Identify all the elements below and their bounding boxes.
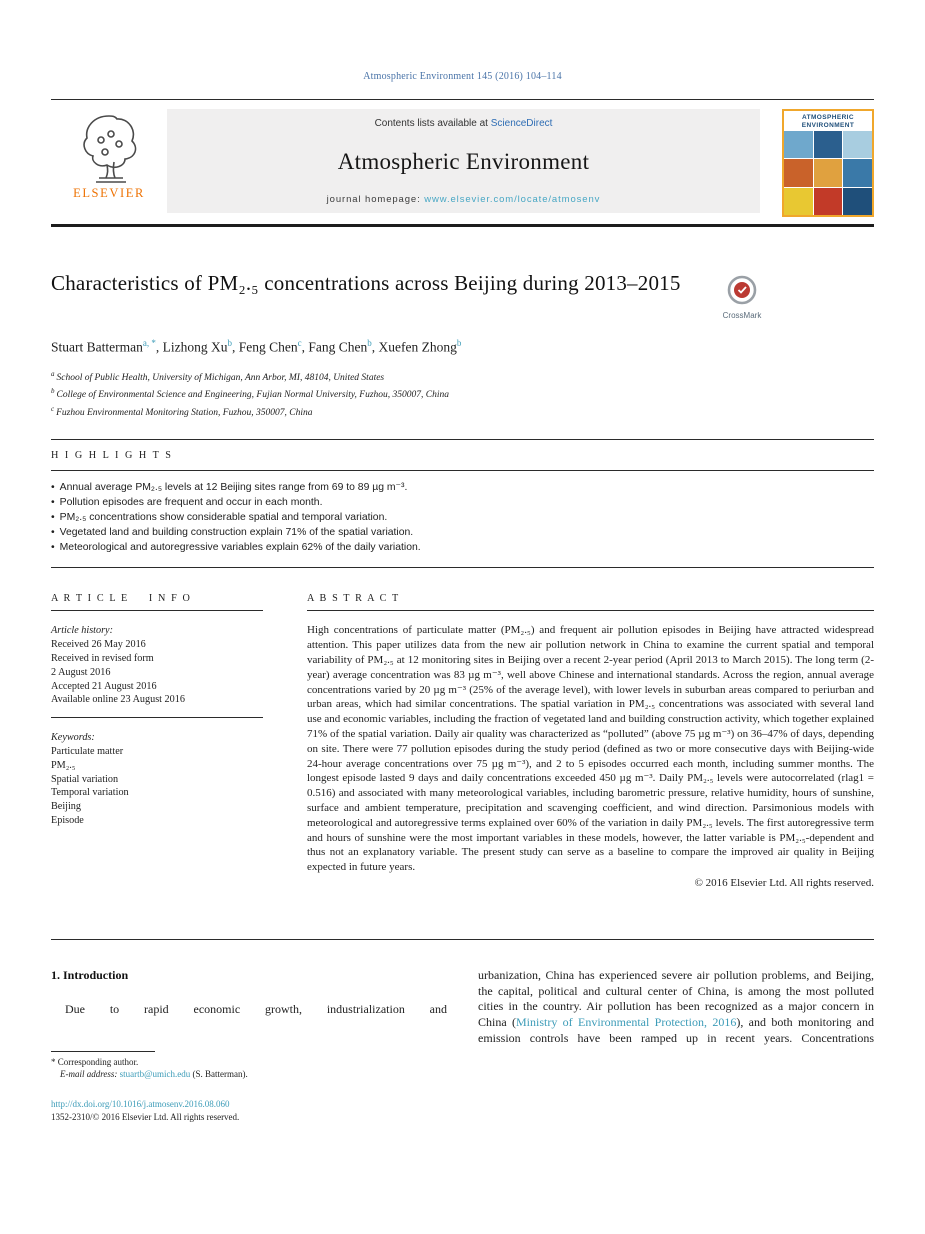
- contents-line-text: Contents lists available at: [374, 118, 491, 129]
- cover-title-line1: ATMOSPHERIC: [802, 114, 854, 121]
- affiliation-sup: c: [51, 404, 55, 413]
- author-name: Stuart Batterman: [51, 339, 143, 355]
- affiliation-text: School of Public Health, University of Michigan, Ann Arbor, MI, 48104, United States: [56, 372, 385, 383]
- author-name: Xuefen Zhong: [378, 339, 457, 355]
- body-text-after-link: ), and both monitoring and emission controls have been ramped up in recent years. Concentrations: [478, 1015, 874, 1045]
- article-info-column: [51, 593, 263, 890]
- highlights-mid-divider: [51, 470, 874, 471]
- article-history-label: Article history:: [51, 625, 113, 637]
- keyword: Episode: [51, 815, 84, 827]
- issn-copyright: 1352-2310/© 2016 Elsevier Ltd. All rights reserved.: [51, 1111, 240, 1122]
- cover-mosaic-cell: [843, 159, 872, 186]
- article-history-line: Available online 23 August 2016: [51, 694, 185, 706]
- crossmark-label: CrossMark: [722, 311, 762, 320]
- elsevier-wordmark: ELSEVIER: [73, 186, 145, 200]
- body-right-column: [478, 968, 874, 1081]
- keywords-divider: [51, 717, 263, 718]
- footnote-block: [51, 1051, 447, 1081]
- email-label: E-mail address:: [60, 1069, 118, 1080]
- elsevier-logo: [51, 109, 167, 213]
- cover-mosaic-cell: [784, 159, 813, 186]
- body-paragraph: Due to rapid economic growth, industrialization and: [65, 1001, 447, 1016]
- masthead: [51, 109, 874, 213]
- keywords-label: Keywords:: [51, 732, 95, 744]
- highlights-bottom-divider: [51, 567, 874, 568]
- author-sup: b: [227, 338, 232, 348]
- highlight-item: • Vegetated land and building construction explain 71% of the spatial variation.: [51, 525, 874, 540]
- highlight-item: • Annual average PM₂.₅ levels at 12 Beijing sites range from 69 to 89 µg m⁻³.: [51, 480, 874, 495]
- author-name: Fang Chen: [308, 339, 368, 355]
- cover-mosaic-cell: [814, 159, 843, 186]
- masthead-bottom-divider: [51, 224, 874, 227]
- highlight-item: • Pollution episodes are frequent and occur in each month.: [51, 495, 874, 510]
- frontmatter-bottom-divider: [51, 939, 874, 940]
- article-history-line: Received in revised form: [51, 653, 154, 665]
- highlights-heading: H I G H L I G H T S: [51, 450, 173, 462]
- contents-line: [167, 118, 760, 129]
- crossmark-badge[interactable]: [706, 275, 778, 320]
- affiliation-text: College of Environmental Science and Engineering, Fujian Normal University, Fuzhou, 350007, China: [56, 390, 450, 401]
- author-separator: ,: [231, 339, 239, 355]
- affiliation-sup: a: [51, 369, 55, 378]
- keyword: Particulate matter: [51, 746, 124, 758]
- homepage-label: journal homepage:: [326, 194, 425, 205]
- author-sup: a, *: [142, 338, 156, 348]
- abstract-text: High concentrations of particulate matter (PM₂.₅) and frequent air pollution episodes in Beijing have attracted widespread attention. This paper utilizes data from the new air pollution network in China to examine the current spatial and temporal variability of PM₂.₅ at 12 monitoring sites in Beijing over a recent 2-year period (April 2013 to March 2015). The long term (2-year) average concentration was 83 µg m⁻³, well above Chinese and international standards. Across the region, annual average concentrations varied by 20 µg m⁻³ (25% of the average level), with lower levels in suburban areas compared to periurban and urban areas, which had similar concentrations. The spatial variation in PM₂.₅ concentrations was associated with several land use and economic variables, including the fraction of vegetated land and building construction activity, which together explained 71% of the spatial variation. Daily air quality was characterized as “polluted” (above 75 µg m⁻³) on 36–47% of days, depending on site. There were 77 pollution episodes during the study period (defined as two or more consecutive days with Beijing-wide 24-hour average concentrations over 75 µg m⁻³), and 2 to 5 episodes occurred each month, including summer months. The longest episode lasted 9 days and daily concentrations exceeded 450 µg m⁻³. Daily PM₂.₅ levels were autocorrelated (rlag1 = 0.516) and associated with many meteorological variables, including barometric pressure, relative humidity, hours of sunshine, surface and ambient temperature, precipitation and scavenging coefficient, and wind direction. Parsimonious models with meteorological and autoregressive terms explained over 60% of the variation in daily PM₂.₅ levels. The first autoregressive term and hours of sunshine were the most important variables in these models, however, the latter variable is PM₂.₅-dependent and thus not an explanatory variable. The present study can serve as a baseline to compare the improved air quality in Beijing expected in future years.: [307, 624, 874, 874]
- author-separator: ,: [371, 339, 379, 355]
- author-sup: c: [297, 338, 302, 348]
- keyword: Beijing: [51, 801, 81, 813]
- cover-title-line2: ENVIRONMENT: [801, 121, 855, 129]
- corresponding-author-note: * Corresponding author.: [51, 1056, 139, 1067]
- cover-mosaic-cell: [784, 188, 813, 215]
- affiliation: [51, 385, 874, 403]
- email-suffix: (S. Batterman).: [190, 1069, 248, 1080]
- affiliation-list: [51, 368, 874, 421]
- title-row: [51, 269, 874, 320]
- article-history-line: Received 26 May 2016: [51, 639, 146, 651]
- journal-citation: Atmospheric Environment 145 (2016) 104–114: [363, 71, 562, 82]
- in-text-citation-link[interactable]: Ministry of Environmental Protection, 2016: [516, 1015, 737, 1030]
- author-sup: b: [456, 338, 462, 348]
- cover-mosaic-cell: [784, 131, 813, 158]
- section-heading: 1. Introduction: [51, 967, 129, 982]
- body-text-before-link: urbanization, China has experienced severe air pollution problems, and Beijing, the capital, political and cultural center of China, is among the most polluted cities in the country. Air pollution has been recognized as a major concern in China (: [478, 967, 874, 1030]
- body-left-column: [51, 968, 447, 1081]
- keyword: Temporal variation: [51, 787, 129, 799]
- abstract-heading: A B S T R A C T: [307, 593, 400, 605]
- journal-homepage-line: [167, 194, 760, 205]
- elsevier-tree-icon: [72, 111, 146, 185]
- author-separator: ,: [301, 339, 309, 355]
- affiliation: [51, 368, 874, 386]
- crossmark-icon: [727, 275, 757, 305]
- footnote-divider: [51, 1051, 155, 1052]
- article-info-heading: A R T I C L E I N F O: [51, 593, 192, 605]
- highlight-item: • Meteorological and autoregressive variables explain 62% of the daily variation.: [51, 540, 874, 555]
- keyword: PM₂.₅: [51, 759, 76, 771]
- abstract-divider: [307, 610, 874, 611]
- body-columns: [51, 968, 874, 1081]
- cover-mosaic-cell: [843, 188, 872, 215]
- author-sup: b: [367, 338, 372, 348]
- body-paragraph: [478, 968, 874, 1047]
- affiliation-sup: b: [51, 387, 55, 396]
- abstract-column: [307, 593, 874, 890]
- journal-homepage-link[interactable]: www.elsevier.com/locate/atmosenv: [424, 194, 601, 205]
- author-name: Feng Chen: [238, 339, 298, 355]
- frontmatter-row: [51, 593, 874, 890]
- affiliation: [51, 403, 874, 421]
- highlight-item: • PM₂.₅ concentrations show considerable spatial and temporal variation.: [51, 510, 874, 525]
- email-note: [51, 1068, 447, 1081]
- affiliation-text: Fuzhou Environmental Monitoring Station, Fuzhou, 350007, China: [56, 407, 313, 418]
- doi-block: [51, 1099, 874, 1122]
- cover-mosaic-cell: [843, 131, 872, 158]
- cover-title: [784, 111, 872, 131]
- cover-mosaic-cell: [814, 188, 843, 215]
- author-list: [51, 338, 874, 356]
- abstract-copyright: © 2016 Elsevier Ltd. All rights reserved.: [694, 877, 874, 890]
- journal-cover-thumbnail: [782, 109, 874, 217]
- masthead-top-divider: [51, 99, 874, 100]
- author-separator: ,: [155, 339, 163, 355]
- doi-link[interactable]: http://dx.doi.org/10.1016/j.atmosenv.2016.08.060: [51, 1098, 230, 1109]
- journal-name: Atmospheric Environment: [337, 148, 590, 174]
- highlights-top-divider: [51, 439, 874, 440]
- author-name: Lizhong Xu: [162, 339, 228, 355]
- cover-mosaic-cell: [814, 131, 843, 158]
- cover-mosaic: [784, 131, 872, 215]
- article-history-line: Accepted 21 August 2016: [51, 680, 157, 692]
- highlights-list: [51, 480, 874, 555]
- sciencedirect-link[interactable]: ScienceDirect: [490, 118, 553, 129]
- keyword: Spatial variation: [51, 773, 119, 785]
- article-title: Characteristics of PM₂.₅ concentrations across Beijing during 2013–2015: [51, 271, 681, 295]
- article-info-divider: [51, 610, 263, 611]
- journal-banner: [167, 109, 760, 213]
- email-link[interactable]: stuartb@umich.edu: [119, 1069, 191, 1080]
- article-history-line: 2 August 2016: [51, 666, 111, 678]
